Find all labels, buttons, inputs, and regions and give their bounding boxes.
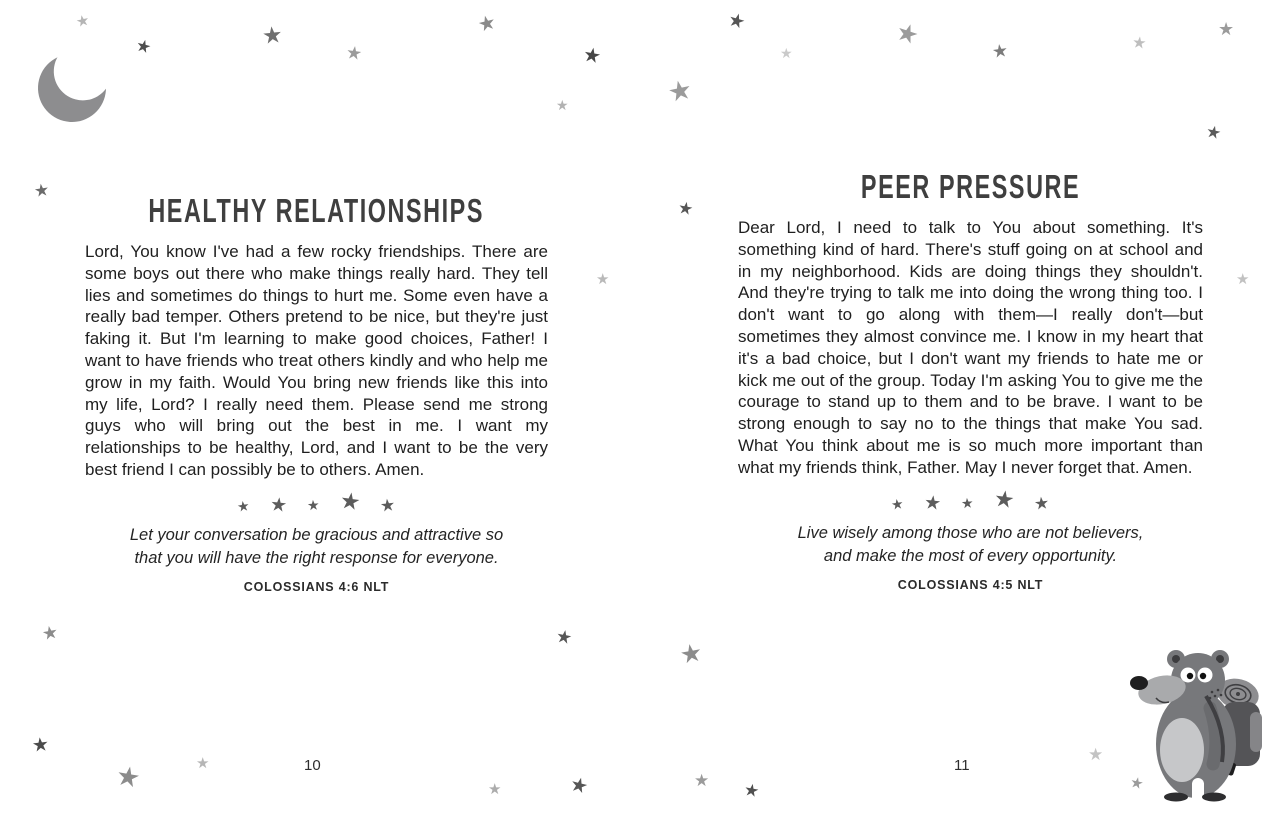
star-icon: ★ [892,17,923,51]
page-right [738,168,1203,592]
verse-text [738,522,1203,568]
star-icon: ★ [1204,121,1224,144]
star-icon: ★ [596,271,610,288]
scripture-reference: COLOSSIANS 4:5 NLT [897,577,1044,592]
star-icon: ★ [890,494,906,513]
scripture-reference: COLOSSIANS 4:6 NLT [243,579,390,594]
star-icon: ★ [780,45,793,61]
star-icon: ★ [133,35,154,58]
star-icon: ★ [488,781,502,798]
star-icon: ★ [268,493,289,517]
star-icon: ★ [32,180,51,201]
bear-belly [1160,718,1204,782]
star-icon: ★ [260,20,284,50]
page-title-text: PEER PRESSURE [860,169,1081,206]
page-title [738,168,1203,205]
prayer-text: Lord, You know I've had a few rocky friendships. There are some boys out there who make things really hard. They tell lies and sometimes do things to hurt me. Some even have a really bad temper. Others pretend to be nice, but they're just faking it. But I'm learning to make good choices, Father! I want to have friends who treat others kindly and who help me grow in my faith. Would You bring new friends like this into my life, Lord? I really need them. Please send me strong guys who will bring out the best in me. I want my relationships to be healthy, Lord, and I want to be the very best friend I can possibly be to others. Amen. [85,242,548,479]
bear-illustration [1126,646,1270,810]
star-icon: ★ [742,779,761,802]
star-icon: ★ [196,755,210,772]
star-icon: ★ [379,495,397,516]
page-number-right: 11 [954,757,970,774]
bear-backpack-pocket [1250,712,1262,752]
star-icon: ★ [990,39,1010,63]
bear-foot [1202,793,1226,802]
page-number-left: 10 [304,757,321,774]
star-icon: ★ [74,11,92,32]
star-icon: ★ [1088,745,1104,764]
star-icon: ★ [475,11,499,37]
star-icon: ★ [567,773,591,799]
star-row [738,484,1203,515]
star-row [85,486,548,517]
verse-line-1: Let your conversation be gracious and attractive so [129,525,504,544]
star-icon: ★ [960,494,975,511]
star-icon: ★ [677,638,705,670]
bear-foot [1164,793,1188,802]
star-icon: ★ [1236,271,1250,288]
star-icon: ★ [725,9,748,34]
star-icon: ★ [694,771,710,790]
star-icon: ★ [556,97,569,113]
moon-icon [34,50,111,127]
verse-line-1: Live wisely among those who are not believers, [797,523,1144,542]
prayer-text: Dear Lord, I need to talk to You about something. It's something kind of hard. There's stuff going on at school and in my neighborhood. Kids are doing things they shouldn't. And they're trying to talk me into doing the wrong thing too. I don't want to go along with them—I really don't—but sometimes they almost convince me. I know in my heart that it's a bad choice, but I don't want my friends to hate me or kick me out of the group. Today I'm asking You to give me the courage to stand up to them and to be brave. I want to be strong enough to say no to the things that make You sad. What You think about me is so much more important than what my friends think, Father. May I never forget that. Amen. [738,218,1203,477]
star-icon: ★ [554,625,574,649]
star-icon: ★ [113,760,143,794]
star-icon: ★ [344,41,364,65]
star-icon: ★ [338,486,363,516]
star-icon: ★ [1128,773,1146,794]
verse-line-2: and make the most of every opportunity. [823,546,1118,565]
bear-eye [1200,673,1206,679]
star-icon: ★ [40,621,60,645]
star-icon: ★ [665,73,695,109]
star-icon: ★ [581,43,603,69]
star-icon: ★ [1033,492,1051,514]
verse-text [85,524,548,570]
star-icon: ★ [922,491,943,515]
star-icon: ★ [992,484,1017,513]
bear-leg-gap [1192,778,1204,804]
star-icon: ★ [236,496,252,515]
bear-nose [1130,676,1148,690]
star-icon: ★ [676,197,695,220]
star-icon: ★ [306,496,321,514]
star-icon: ★ [30,734,51,757]
verse-line-2: that you will have the right response for everyone. [134,548,499,567]
page-title-text: HEALTHY RELATIONSHIPS [148,193,485,230]
star-icon: ★ [1131,34,1148,53]
page-left [85,192,548,594]
page-title [85,192,548,229]
star-icon: ★ [1218,19,1235,39]
bear-eye [1187,673,1193,679]
